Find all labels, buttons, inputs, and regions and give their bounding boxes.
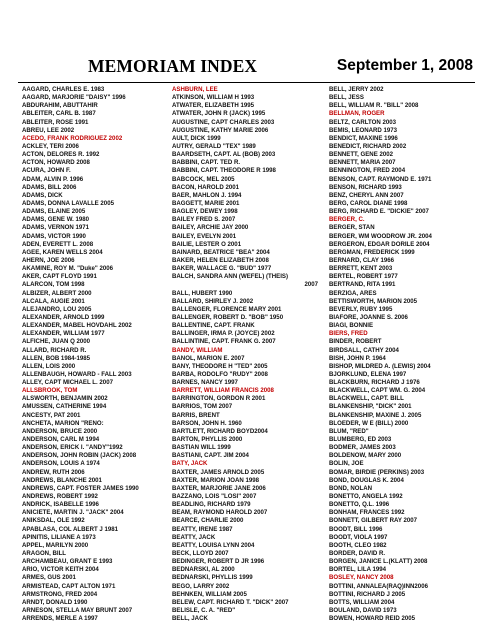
memoriam-entry: BAGLEY, DEWEY 1998 bbox=[172, 208, 238, 216]
memoriam-entry: BJORKLUND, ELENA 1997 bbox=[329, 370, 407, 378]
memoriam-entry: BISHOP, MILDRED A. (LEWIS) 2004 bbox=[329, 362, 431, 370]
memoriam-entry: APPEL, MARILYN 2000 bbox=[22, 541, 89, 549]
memoriam-entry: BETTISWORTH, MARION 2005 bbox=[329, 297, 418, 305]
memoriam-entry: ABREU, LEE 2002 bbox=[22, 126, 75, 134]
memoriam-entry: BORDER, DAVID R. bbox=[329, 550, 386, 558]
memoriam-entry: ALEJANDRO, LOU 2005 bbox=[22, 305, 92, 313]
memoriam-entry: BAILEY FRED S. 2007 bbox=[172, 216, 236, 224]
memoriam-entry: ACURA, JOHN F. bbox=[22, 167, 71, 175]
memoriam-entry: AULT, DICK 1999 bbox=[172, 134, 221, 142]
memoriam-entry: BLANKENSHIP, "DICK" 2001 bbox=[329, 403, 412, 411]
memoriam-entry: BAGGETT, MARIE 2001 bbox=[172, 199, 240, 207]
memoriam-entry: BENDICT, MAXINE 1996 bbox=[329, 134, 398, 142]
memoriam-entry: BEATTY, JACK bbox=[172, 533, 216, 541]
memoriam-entry: BABBINI, CAPT. TED R. bbox=[172, 159, 241, 167]
memoriam-entry: ADAMS, DICK bbox=[22, 191, 63, 199]
memoriam-entry: BEVERLY, RUBY 1995 bbox=[329, 305, 393, 313]
memoriam-entry: BONHAM, FRANCES 1992 bbox=[329, 509, 405, 517]
memoriam-entry: BOMAR, BIRDIE (PERKINS) 2003 bbox=[329, 468, 425, 476]
memoriam-entry-highlighted: BOSLEY, NANCY 2008 bbox=[329, 574, 394, 582]
memoriam-entry: ARMISTEAD, CAPT ALTON 1971 bbox=[22, 582, 116, 590]
memoriam-entry-highlighted: ALLSBROOK, TOM bbox=[22, 387, 78, 395]
memoriam-entry: AUTRY, GERALD "TEX" 1989 bbox=[172, 142, 256, 150]
memoriam-entry: BEAM, RAYMOND HAROLD 2007 bbox=[172, 509, 268, 517]
memoriam-entry: BAXTER, MARJORIE JANE 2006 bbox=[172, 484, 266, 492]
memoriam-entry: BIAGI, BONNIE bbox=[329, 322, 374, 330]
memoriam-entry: ALEXANDER, WILLIAM 1977 bbox=[22, 330, 105, 338]
memoriam-entry: BARSON, JOHN H. 1960 bbox=[172, 419, 242, 427]
memoriam-entry: ANCESTY, PAT 2001 bbox=[22, 411, 81, 419]
memoriam-entry: APABLASA, COL ALBERT J 1981 bbox=[22, 525, 119, 533]
memoriam-entry: BOODT, VIOLA 1997 bbox=[329, 533, 388, 541]
memoriam-entry: BAXTER, MARION JOAN 1998 bbox=[172, 476, 260, 484]
memoriam-entry: BELL, JERRY 2002 bbox=[329, 86, 384, 93]
memoriam-entry: BALLINGER, IRMA P. (JOYCE) 2002 bbox=[172, 330, 275, 338]
memoriam-entry: BEADLING, RICHARD 1979 bbox=[172, 501, 251, 509]
memoriam-entry: BALCH, SANDRA ANN (WEFEL) (THEIS) bbox=[172, 273, 288, 281]
memoriam-entry: BENNETT, MARIA 2007 bbox=[329, 159, 396, 167]
memoriam-entry: ACTON, HOWARD 2008 bbox=[22, 159, 90, 167]
memoriam-entry: ALEXANDER, MABEL HOVDAHL 2002 bbox=[22, 322, 132, 330]
memoriam-entry: ADAM, ALVIN P. 1996 bbox=[22, 175, 84, 183]
memoriam-entry: BENNINGTON, FRED 2004 bbox=[329, 167, 406, 175]
memoriam-entry: BOLIN, JOE bbox=[329, 460, 364, 468]
memoriam-entry: BAKER, WALLACE G. "BUD" 1977 bbox=[172, 265, 272, 273]
memoriam-entry: BALLARD, SHIRLEY J. 2002 bbox=[172, 297, 254, 305]
memoriam-entry: BEDNARSKI, AL 2000 bbox=[172, 566, 235, 574]
name-column-1 bbox=[22, 86, 158, 623]
memoriam-entry: ATWATER, JOHN R (JACK) 1995 bbox=[172, 110, 266, 118]
memoriam-entry: AUGUSTINE, CAPT CHARLES 2003 bbox=[172, 118, 275, 126]
memoriam-entry: ANDERSON, ERICK I. "ANDY"1992 bbox=[22, 444, 123, 452]
memoriam-entry: ALBIZER, ALBERT 2000 bbox=[22, 289, 92, 297]
memoriam-entry: AAGARD, CHARLES E. 1983 bbox=[22, 86, 105, 93]
memoriam-entry: BELEW, CAPT. RICHARD T. "DICK" 2007 bbox=[172, 598, 289, 606]
memoriam-entry: BERTRAND, RITA 1991 bbox=[329, 281, 396, 289]
memoriam-entry: BERZIGA, ARES bbox=[329, 289, 377, 297]
memoriam-entry: BASTIAN WILL 1999 bbox=[172, 444, 231, 452]
memoriam-entry: BELL, WILLIAM R. "BILL" 2008 bbox=[329, 102, 419, 110]
memoriam-entry: ADAMS, GENE W. 1980 bbox=[22, 216, 90, 224]
memoriam-entry: AGEE, KAREN WELLS 2004 bbox=[22, 248, 103, 256]
memoriam-entry: BORTEL, LILA 1994 bbox=[329, 566, 386, 574]
memoriam-entry: ALLEY, CAPT MICHAEL L. 2007 bbox=[22, 379, 113, 387]
memoriam-entry: ALLEN, LOIS 2000 bbox=[22, 362, 76, 370]
memoriam-entry: BOODT, BILL 1996 bbox=[329, 525, 383, 533]
memoriam-entry: ARRENDS, MERLE A 1997 bbox=[22, 615, 98, 623]
memoriam-entry: BACON, HAROLD 2001 bbox=[172, 183, 240, 191]
memoriam-entry: BONETTO, ANGELA 1992 bbox=[329, 493, 403, 501]
memoriam-entry: BOULAND, DAVID 1973 bbox=[329, 607, 397, 614]
memoriam-entry: BELISLE, C. A. "RED" bbox=[172, 607, 236, 614]
memoriam-entry: BERGMAN, FREDERICK 1999 bbox=[329, 248, 415, 256]
memoriam-entry: BEATTY, IRENE 1987 bbox=[172, 525, 233, 533]
memoriam-entry: BOND, NOLAN bbox=[329, 484, 372, 492]
memoriam-entry: ADAMS, ELAINE 2005 bbox=[22, 208, 86, 216]
memoriam-entry: BEGO, LARRY 2002 bbox=[172, 582, 230, 590]
memoriam-entry: ATWATER, ELIZABETH 1995 bbox=[172, 102, 255, 110]
memoriam-entry: ANDREW, RUTH 2006 bbox=[22, 468, 85, 476]
memoriam-entry: ANDERSON, CARL M 1994 bbox=[22, 436, 100, 444]
memoriam-entry: BARNES, NANCY 1997 bbox=[172, 379, 238, 387]
memoriam-entry: BARBA, RODOLFO "RUDY" 2008 bbox=[172, 370, 268, 378]
memoriam-entry: BARRINGTON, GORDON R 2001 bbox=[172, 395, 266, 403]
memoriam-entry-highlighted: BERGER, C. bbox=[329, 216, 365, 224]
memoriam-entry: ANCHETA, MARION "RENO: bbox=[22, 419, 104, 427]
memoriam-entry: ADAMS, VICTOR 1990 bbox=[22, 232, 86, 240]
memoriam-entry: BLUM, "RED" bbox=[329, 427, 369, 435]
memoriam-entry-highlighted: BELLMAN, ROGER bbox=[329, 110, 385, 118]
memoriam-entry: BIAFORE, JOANNE S. 2006 bbox=[329, 313, 408, 321]
memoriam-entry: ABDURAHIM, ABUTTAHIR bbox=[22, 102, 98, 110]
memoriam-entry: AHERN, JOE 2006 bbox=[22, 256, 75, 264]
memoriam-entry: AKAMINE, ROY M. "Duke" 2006 bbox=[22, 265, 114, 273]
memoriam-entry: ARMES, GUS 2001 bbox=[22, 574, 76, 582]
memoriam-entry: 2007 bbox=[304, 281, 318, 289]
memoriam-entry: BLOEDER, W E (BILL) 2000 bbox=[329, 419, 409, 427]
memoriam-entry: BERGER, WM WOODROW JR. 2004 bbox=[329, 232, 432, 240]
memoriam-entry: BOOTH, CLEO 1982 bbox=[329, 541, 387, 549]
memoriam-entry: ANDREWS, CAPT. FOSTER JAMES 1990 bbox=[22, 484, 139, 492]
memoriam-entry: BENEDICT, RICHARD 2002 bbox=[329, 142, 407, 150]
memoriam-entry: BERNARD, CLAY 1966 bbox=[329, 256, 395, 264]
memoriam-entry: BOWEN, HOWARD REID 2005 bbox=[329, 615, 416, 623]
memoriam-entry: BENZ, CHERYL ANN 2007 bbox=[329, 191, 404, 199]
memoriam-entry: ADAMS, BILL 2006 bbox=[22, 183, 77, 191]
memoriam-entry-highlighted: BATY, JACK bbox=[172, 460, 208, 468]
memoriam-entry: BOTTS, WILLIAM 2004 bbox=[329, 598, 395, 606]
memoriam-entry: ARNDT, DONALD 1990 bbox=[22, 598, 88, 606]
memoriam-entry: BALLENTINE, CAPT. FRANK bbox=[172, 322, 255, 330]
memoriam-entry: BEDINGER, ROBERT D JR 1996 bbox=[172, 558, 265, 566]
memoriam-entry: BONETTO, Q.L. 1996 bbox=[329, 501, 390, 509]
memoriam-entry-highlighted: BANDY, WILLIAM bbox=[172, 346, 223, 354]
memoriam-entry: BANY, THEODORE H "TED" 2005 bbox=[172, 362, 268, 370]
memoriam-entry: ALARCON, TOM 1998 bbox=[22, 281, 85, 289]
memoriam-entry: ARCHAMBEAU, GRANT E 1993 bbox=[22, 558, 113, 566]
memoriam-entry: ARIO, VICTOR KEITH 2004 bbox=[22, 566, 99, 574]
memoriam-entry: BONNETT, GILBERT RAY 2007 bbox=[329, 517, 418, 525]
memoriam-entry: ALSWORTH, BENJAMIN 2002 bbox=[22, 395, 108, 403]
memoriam-entry-highlighted: BARRETT, WILLIAM FRANCIS 2008 bbox=[172, 387, 274, 395]
memoriam-entry: BEDNARSKI, PHYLLIS 1999 bbox=[172, 574, 253, 582]
memoriam-entry: BAKER, HELEN ELIZABETH 2008 bbox=[172, 256, 269, 264]
memoriam-entry: BALL, HUBERT 1990 bbox=[172, 289, 233, 297]
memoriam-entry: BORGEN, JANICE L.(KLATT) 2008 bbox=[329, 558, 428, 566]
memoriam-entry: ARMSTRONG, FRED 2004 bbox=[22, 590, 98, 598]
memoriam-entry: BARRIS, BRENT bbox=[172, 411, 220, 419]
memoriam-entry: BAILEY, EVELYN 2001 bbox=[172, 232, 237, 240]
memoriam-entry: BLACKWELL, CAPT WM. G. 2004 bbox=[329, 387, 426, 395]
memoriam-entry: BAILEY, ARCHIE JAY 2000 bbox=[172, 224, 249, 232]
memoriam-entry: ARAGON, BILL bbox=[22, 550, 67, 558]
header-divider bbox=[18, 82, 475, 83]
memoriam-entry: ALEXANDER, ARNOLD 1999 bbox=[22, 313, 105, 321]
memoriam-entry: ANDREWS, BLANCHE 2001 bbox=[22, 476, 102, 484]
memoriam-entry: BAARDSETH, CAPT. AL (BOB) 2003 bbox=[172, 151, 276, 159]
memoriam-entry: AAGARD, MARJORIE "DAISY" 1996 bbox=[22, 94, 126, 102]
memoriam-entry: BASTIANI, CAPT. JIM 2004 bbox=[172, 452, 249, 460]
memoriam-entry: BARTON, PHYLLIS 2000 bbox=[172, 436, 243, 444]
memoriam-entry: BERTEL, ROBERT 1977 bbox=[329, 273, 398, 281]
memoriam-entry: BEATTY, LOUISA LYNN 2004 bbox=[172, 541, 255, 549]
memoriam-entry: BOTTINI, ANNALEA(RAQ)INN2006 bbox=[329, 582, 428, 590]
page-header bbox=[18, 56, 473, 80]
memoriam-entry: BELL, JESS bbox=[329, 94, 364, 102]
memoriam-entry: BAXTER, JAMES ARNOLD 2005 bbox=[172, 468, 265, 476]
memoriam-entry: BENSON, CAPT. RAYMOND E. 1971 bbox=[329, 175, 432, 183]
memoriam-entry: BAILIE, LESTER O 2001 bbox=[172, 240, 242, 248]
memoriam-entry: BALLENGER, FLORENCE MARY 2001 bbox=[172, 305, 282, 313]
memoriam-entry: ALLEN, BOB 1984-1985 bbox=[22, 354, 91, 362]
memoriam-entry: BLACKBURN, RICHARD J 1976 bbox=[329, 379, 420, 387]
memoriam-entry: BENNETT, GENE 2002 bbox=[329, 151, 394, 159]
memoriam-entry: BECK, LLOYD 2007 bbox=[172, 550, 229, 558]
memoriam-entry: ACKLEY, TERI 2006 bbox=[22, 142, 79, 150]
memoriam-entry: BENSON, RICHARD 1993 bbox=[329, 183, 402, 191]
memoriam-entry: BERGERON, EDGAR DORILE 2004 bbox=[329, 240, 430, 248]
memoriam-entry: BEHNKEN, WILLIAM 2005 bbox=[172, 590, 247, 598]
memoriam-entry: BODMER, JAMES 2003 bbox=[329, 444, 396, 452]
memoriam-entry: BANOL, MARION E. 2007 bbox=[172, 354, 245, 362]
memoriam-entry: ABLEITER, ROSE 1991 bbox=[22, 118, 89, 126]
memoriam-entry-highlighted: BIERS, FRED bbox=[329, 330, 368, 338]
name-column-2 bbox=[172, 86, 318, 623]
memoriam-entry: BIRDSALL, CATHY 2004 bbox=[329, 346, 399, 354]
memoriam-entry: BERGER, STAN bbox=[329, 224, 375, 232]
memoriam-entry-highlighted: ACEDO, FRANK RODRIGUEZ 2002 bbox=[22, 134, 123, 142]
memoriam-entry: BERG, RICHARD E. "DICKIE" 2007 bbox=[329, 208, 429, 216]
memoriam-entry: ANDERSON, JOHN ROBIN (JACK) 2008 bbox=[22, 452, 137, 460]
memoriam-entry: ADAMS, DONNA LAVALLE 2005 bbox=[22, 199, 114, 207]
memoriam-entry: ANDERSON, LOUIS A 1974 bbox=[22, 460, 100, 468]
memoriam-entry: ANDERSON, BRUCE 2000 bbox=[22, 427, 98, 435]
memoriam-entry: BELL, JACK bbox=[172, 615, 208, 623]
memoriam-entry: ACTON, DELORES R. 1992 bbox=[22, 151, 100, 159]
memoriam-entry: BOND, DOUGLAS K. 2004 bbox=[329, 476, 404, 484]
memoriam-entry: BLACKWELL, CAPT. BILL bbox=[329, 395, 404, 403]
memoriam-entry: ALFICHE, JUAN Q 2000 bbox=[22, 338, 91, 346]
memoriam-entry: ANDRICK, ISABELLE 1996 bbox=[22, 501, 99, 509]
memoriam-entry: BOTTINI, RICHARD J 2005 bbox=[329, 590, 406, 598]
memoriam-entry: ALLARD, RICHARD R. bbox=[22, 346, 87, 354]
memoriam-entry: ANDREWS, ROBERT 1992 bbox=[22, 493, 98, 501]
memoriam-entry: ANIKSDAL, OLE 1992 bbox=[22, 517, 85, 525]
memoriam-entry: BLANKENSHIP, MAXINE J. 2005 bbox=[329, 411, 422, 419]
page-date: September 1, 2008 bbox=[336, 57, 473, 74]
memoriam-entry: BLUMBERG, ED 2003 bbox=[329, 436, 392, 444]
memoriam-entry: BINDER, ROBERT bbox=[329, 338, 382, 346]
memoriam-entry: BALLENGER, ROBERT D. "BOB" 1950 bbox=[172, 313, 284, 321]
memoriam-entry: BOLDENOW, MARY 2000 bbox=[329, 452, 402, 460]
memoriam-entry: ATKINSON, WILLIAM H 1993 bbox=[172, 94, 255, 102]
memoriam-entry: BELTZ, CARLTON 2003 bbox=[329, 118, 397, 126]
memoriam-entry: AKER, CAPT FLOYD 1991 bbox=[22, 273, 97, 281]
memoriam-entry: BABBINI, CAPT. THEODORE R 1998 bbox=[172, 167, 276, 175]
memoriam-entry: ALCALA, AUGIE 2001 bbox=[22, 297, 85, 305]
memoriam-entry: ADEN, EVERETT L. 2008 bbox=[22, 240, 94, 248]
memoriam-entry: ABLEITER, CARL B. 1987 bbox=[22, 110, 96, 118]
memoriam-entry: BERRETT, KENT 2003 bbox=[329, 265, 393, 273]
memoriam-entry: BAER, MAHLON J. 1994 bbox=[172, 191, 242, 199]
memoriam-entry: BARRIOS, TOM 2007 bbox=[172, 403, 233, 411]
memoriam-entry: BABCOCK, MEL 2005 bbox=[172, 175, 235, 183]
memoriam-entry: APINITIS, LILIANE A 1973 bbox=[22, 533, 96, 541]
memoriam-entry: BALLINTINE, CAPT. FRANK G. 2007 bbox=[172, 338, 276, 346]
memoriam-entry: BAINARD, BEATRICE "BEA" 2004 bbox=[172, 248, 270, 256]
memoriam-entry: AMUSSEN, CATHERINE 1994 bbox=[22, 403, 107, 411]
memoriam-entry: AUGUSTINE, KATHY MARIE 2006 bbox=[172, 126, 269, 134]
memoriam-entry: ADAMS, VERNON 1971 bbox=[22, 224, 90, 232]
memoriam-entry: ALLENBAUGH, HOWARD - FALL 2003 bbox=[22, 370, 132, 378]
memoriam-entry: BEARCE, CHARLIE 2000 bbox=[172, 517, 244, 525]
name-column-3 bbox=[329, 86, 479, 623]
page-title: MEMORIAM INDEX bbox=[88, 56, 258, 76]
memoriam-entry-highlighted: ASHBURN, LEE bbox=[172, 86, 218, 93]
memoriam-entry: ANICIETE, MARTIN J. "JACK" 2004 bbox=[22, 509, 124, 517]
memoriam-entry: BARTLETT, RICHARD BOYD2004 bbox=[172, 427, 268, 435]
memoriam-entry: BISH, JOHN P. 1964 bbox=[329, 354, 386, 362]
memoriam-entry: BAZZANO, LOIS "LOSI" 2007 bbox=[172, 493, 257, 501]
memoriam-entry: BERG, CAROL DIANE 1998 bbox=[329, 199, 408, 207]
memoriam-entry: ARNESON, STELLA MAY BRUNT 2007 bbox=[22, 607, 133, 614]
memoriam-entry: BEMIS, LEONARD 1973 bbox=[329, 126, 398, 134]
